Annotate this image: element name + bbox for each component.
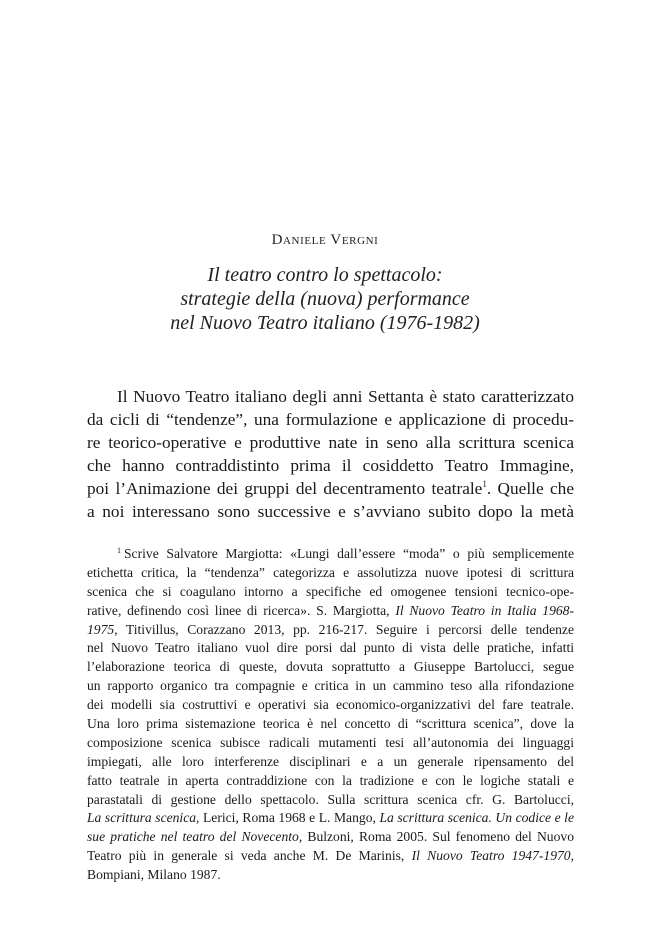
- footnote-italic-text: Il Nuovo Teatro 1947-1970: [411, 848, 571, 864]
- footnote-text: composizione scenica subisce radicali mutamenti tesi all’autonomia dei linguaggi: [87, 734, 574, 750]
- title-line: strategie della (nuova) performance: [180, 288, 470, 310]
- footnote-line: [87, 753, 574, 772]
- footnote-text: scenica che si coagulano intorno a specifiche ed omogenee tensioni tecnico-ope-: [87, 583, 574, 599]
- footnote-text: Teatro più in generale si veda anche M. De Marinis,: [87, 848, 412, 864]
- footnote-text: , Titivillus, Corazzano 2013, pp. 216-217. Seguire i percorsi delle tendenze: [114, 621, 574, 637]
- footnote-line: [87, 715, 574, 734]
- footnote-line: [87, 866, 574, 885]
- footnote-italic-text: 1975: [87, 621, 115, 637]
- footnote-line: [87, 696, 574, 715]
- body-line: [87, 477, 574, 500]
- footnote-text: Scrive Salvatore Margiotta: «Lungi dall’essere “moda” o più semplicemente: [124, 546, 574, 561]
- footnote-text: dei modelli sia costruttivi e operativi sia economico-organizzativi del fare teatrale.: [87, 697, 574, 713]
- footnote-line: [87, 677, 574, 696]
- body-line: che hanno contraddistinto prima il cosiddetto Teatro Immagine,: [87, 456, 574, 475]
- footnote-line: [87, 734, 574, 753]
- footnote-text: etichetta critica, la “tendenza” categorizza e assolutizza nuove ipotesi di scrittura: [87, 564, 574, 580]
- footnote-text: fatto teatrale in aperta contraddizione con la tradizione e con le logiche statali e: [87, 772, 574, 788]
- footnote-italic-text: Il Nuovo Teatro in Italia 1968-: [395, 602, 574, 618]
- footnote-italic-text: sue pratiche nel teatro del Novecento: [87, 829, 299, 845]
- footnote-text: impiegati, alle loro interferenze disciplinari e a un generale ripensamento del: [87, 753, 574, 769]
- title-line: Il teatro contro lo spettacolo:: [207, 264, 443, 286]
- footnote-text: nel Nuovo Teatro italiano vuol dire porsi dal punto di vista delle pratiche, infatti: [87, 640, 574, 656]
- body-line: da cicli di “tendenze”, una formulazione e applicazione di procedu-: [87, 410, 574, 429]
- footnote-line: [87, 791, 574, 810]
- footnote-line: [87, 658, 574, 677]
- footnote-text: rative, definendo così linee di ricerca». S. Margiotta,: [87, 602, 396, 618]
- body-line: re teorico-operative e produttive nate in seno alla scrittura scenica: [87, 433, 574, 452]
- body-line-text: . Quelle che: [486, 479, 574, 498]
- footnote-line: [87, 847, 574, 866]
- footnote-line: [87, 545, 574, 564]
- footnote-line: [87, 602, 574, 621]
- footnote-line: [87, 809, 574, 828]
- footnote-line: [87, 772, 574, 791]
- footnote-reference[interactable]: 1: [482, 479, 487, 489]
- footnote-text: , Lerici, Roma 1968 e L. Mango,: [196, 810, 380, 826]
- footnote-text: ,: [570, 848, 574, 864]
- footnote-text: , Bulzoni, Roma 2005. Sul fenomeno del Nuovo: [298, 829, 574, 845]
- article-title: [0, 263, 650, 335]
- footnote-line: [87, 828, 574, 847]
- footnote-text: un rapporto organico tra compagnie e critica in un cammino teso alla rifondazione: [87, 678, 574, 694]
- footnote-line: [87, 639, 574, 658]
- author-name: Daniele Vergni: [271, 232, 379, 248]
- footnote-line: [87, 583, 574, 602]
- footnote-marker: 1: [117, 546, 121, 555]
- body-line-text: poi l’Animazione dei gruppi del decentramento teatrale: [87, 479, 483, 498]
- footnote-italic-text: La scrittura scenica: [87, 810, 197, 826]
- footnote-text: parastatali di gestione dello spettacolo. Sulla scrittura scenica cfr. G. Bartolucci,: [87, 791, 574, 807]
- title-line: nel Nuovo Teatro italiano (1976-1982): [170, 312, 480, 334]
- footnote-text: Una loro prima sistemazione teorica è nel concetto di “scrittura scenica”, dove la: [87, 716, 574, 732]
- body-line: Il Nuovo Teatro italiano degli anni Settanta è stato caratterizzato: [117, 387, 574, 406]
- footnote-text: Bompiani, Milano 1987.: [87, 867, 221, 883]
- footnote-line: [87, 564, 574, 583]
- footnote-text: l’elaborazione teorica di queste, dovuta soprattutto a Giuseppe Bartolucci, segue: [87, 659, 574, 675]
- footnote: [87, 545, 574, 885]
- footnote-line: [87, 621, 574, 640]
- footnote-italic-text: La scrittura scenica. Un codice e le: [379, 810, 574, 826]
- body-line: a noi interessano sono successive e s’avviano subito dopo la metà: [87, 502, 574, 521]
- body-paragraph: [87, 385, 574, 523]
